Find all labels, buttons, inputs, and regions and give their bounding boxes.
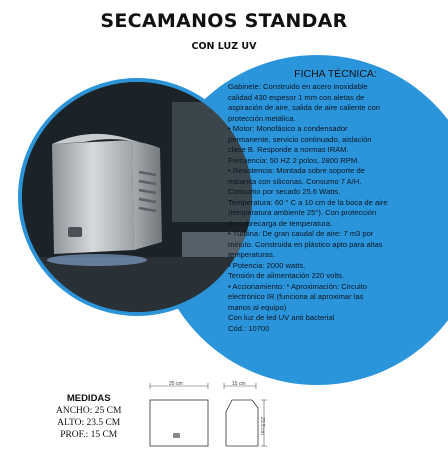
dim-height: 23.5 cm [259, 417, 265, 435]
ficha-line: Cód.: 10700 [228, 323, 270, 333]
medida-ancho: ANCHO: 25 CM [56, 406, 122, 416]
ficha-line: (temperatura ambiente 25°). Con protección [228, 208, 377, 217]
ficha-line: manos al equipo) [228, 302, 287, 312]
ficha-line: • Potencia: 2000 watts. [228, 260, 306, 270]
ficha-title: FICHA TÉCNICA: [294, 68, 377, 80]
ficha-line: Gabinete: Construido en acero inoxidable [228, 82, 368, 91]
ficha-line: calidad 430 espesor 1 mm con aletas de [228, 92, 365, 102]
ficha-line: micanita con siliconas. Consumo 7 A/H. [228, 176, 362, 186]
ficha-line: protección metálica. [228, 113, 296, 123]
ficha-line: • Turbina: De gran caudal de aire: 7 m3 por [228, 229, 374, 238]
ficha-line: minuto. Construida en plástico apto para altas [228, 239, 383, 249]
ficha-line: temperaturas. [228, 250, 275, 259]
ficha-lines [228, 82, 443, 334]
page-subtitle: CON LUZ UV [191, 41, 257, 52]
ficha-line: Consumo por secado 25.6 Watts. [228, 187, 341, 196]
ficha-line: clase B. Responde a normas IRAM. [228, 145, 349, 154]
ficha-line: Tensión de alimentación 220 volts. [228, 271, 345, 280]
ficha-line: Frecuencia: 50 HZ 2 polos, 2800 RPM. [228, 155, 360, 165]
ficha-line: aspiración de aire, salida de aire caliente con [228, 103, 380, 112]
ficha-line: permanente, servicio continuado, aislación [228, 134, 372, 144]
ficha-line: • Resistencia: Montada sobre soporte de [228, 166, 365, 175]
medidas-block [56, 393, 121, 441]
medidas-title: MEDIDAS [66, 393, 111, 404]
ficha-line: de sobrecarga de temperatura. [228, 218, 333, 228]
dimension-drawing [140, 378, 280, 450]
ficha-line: • Accionamiento: * Aproximación: Circuito [228, 281, 367, 291]
page-title: SECAMANOS STANDAR [100, 10, 348, 32]
medida-prof: PROF.: 15 CM [60, 430, 118, 440]
ficha-line: electrónico IR (funciona al aproximar las [228, 292, 364, 301]
dim-front-width: 25 cm [169, 381, 183, 387]
hand-dryer-illustration [22, 82, 252, 312]
ficha-tecnica [228, 68, 443, 334]
product-photo [18, 78, 256, 316]
medida-alto: ALTO: 23.5 CM [57, 418, 121, 428]
ficha-line: Con luz de led UV anti bacterial [228, 313, 335, 322]
ficha-line: • Motor: Monofásico a condensador [228, 124, 348, 133]
ficha-line: Temperatura: 60 ° C a 10 cm de la boca de aire [228, 197, 388, 207]
dim-side-depth: 15 cm [232, 381, 246, 387]
